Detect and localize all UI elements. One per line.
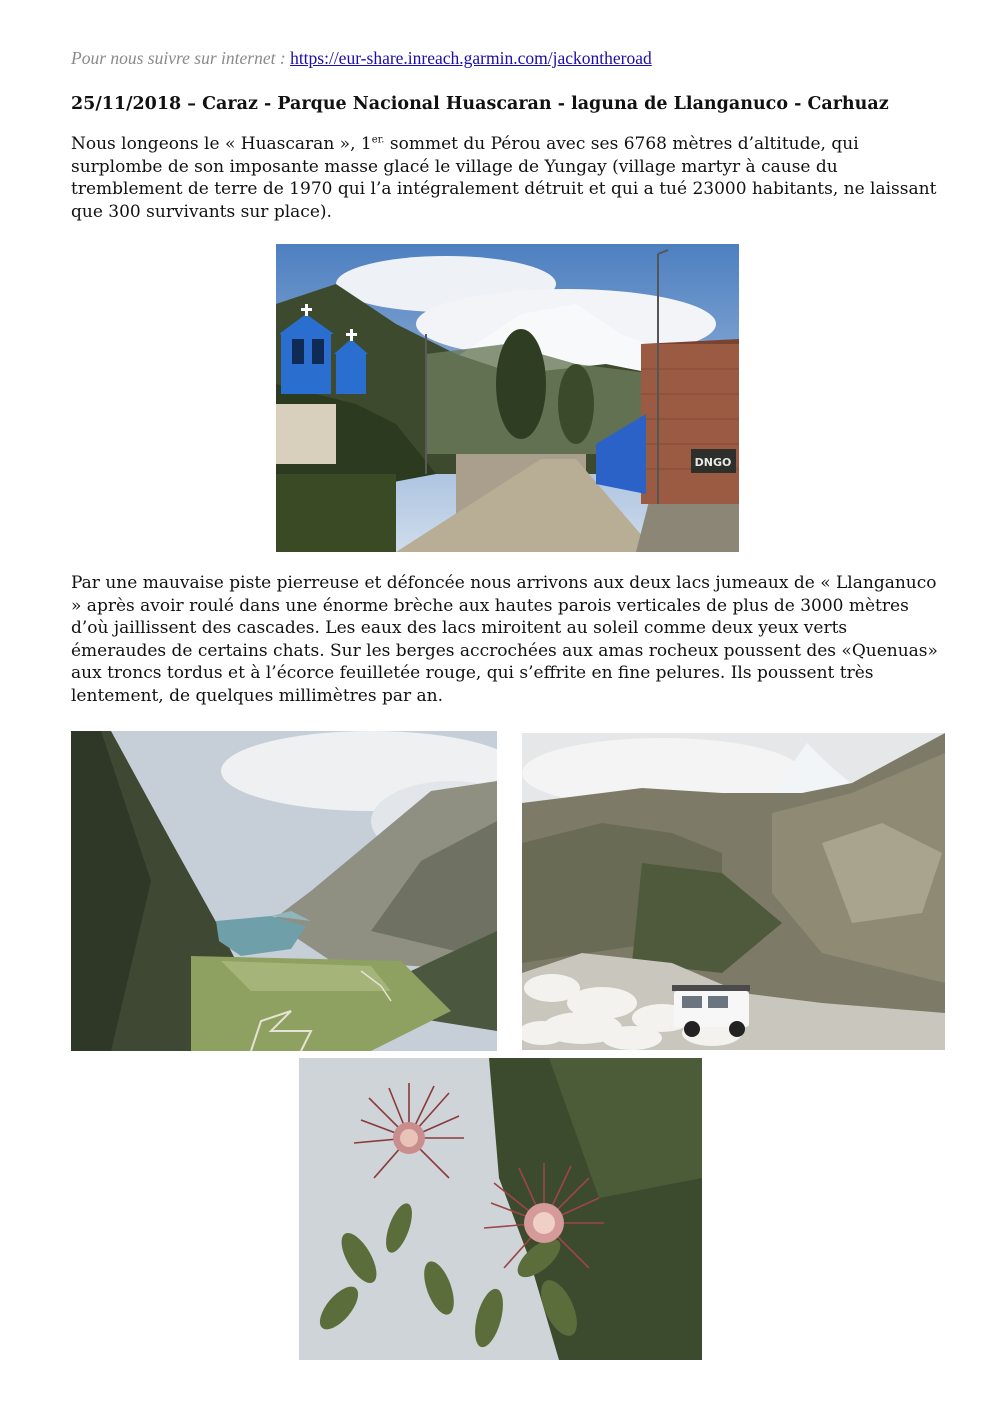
follow-link[interactable]: https://eur-share.inreach.garmin.com/jackontheroad: [290, 48, 652, 68]
wall-sign: DNGO: [694, 456, 732, 469]
follow-line: [71, 48, 652, 69]
paragraph-llanganuco: Par une mauvaise piste pierreuse et défoncée nous arrivons aux deux lacs jumeaux de « Llanganuco » après avoir roulé dans une énorme brèche aux hautes parois verticales de plus de 3000 mètres d’où jaillissent des cascades. Les eaux des lacs miroitent au soleil comme deux yeux verts émeraudes de certains chats. Sur les berges accrochées aux amas rocheux poussent des «Quenuas» aux troncs tordus et à l’écorce feuilletée rouge, qui s’effrite en fine pelures. Ils poussent très lentement, de quelques millimètres par an.: [71, 573, 938, 706]
paragraph-huascaran: [71, 133, 947, 223]
follow-label: Pour nous suivre sur internet :: [71, 48, 291, 68]
photo-valley-lake: [71, 731, 497, 1051]
photo-village-road: [276, 244, 739, 552]
ordinal-superscript: er.: [371, 134, 385, 146]
paragraph-huascaran-start: Nous longeons le « Huascaran », 1: [71, 134, 372, 154]
photo-rocky-slope-vehicle: [522, 733, 945, 1050]
entry-title: 25/11/2018 – Caraz - Parque Nacional Huascaran - laguna de Llanganuco - Carhuaz: [71, 94, 889, 114]
photo-quenua-flowers: [299, 1058, 702, 1360]
paragraph-huascaran-rest: sommet du Pérou avec ses 6768 mètres d’altitude, qui surplombe de son imposante masse glacé le village de Yungay (village martyr à cause du tremblement de terre de 1970 qui l’a intégralement détruit et qui a tué 23000 habitants, ne laissant que 300 survivants sur place).: [71, 134, 937, 222]
